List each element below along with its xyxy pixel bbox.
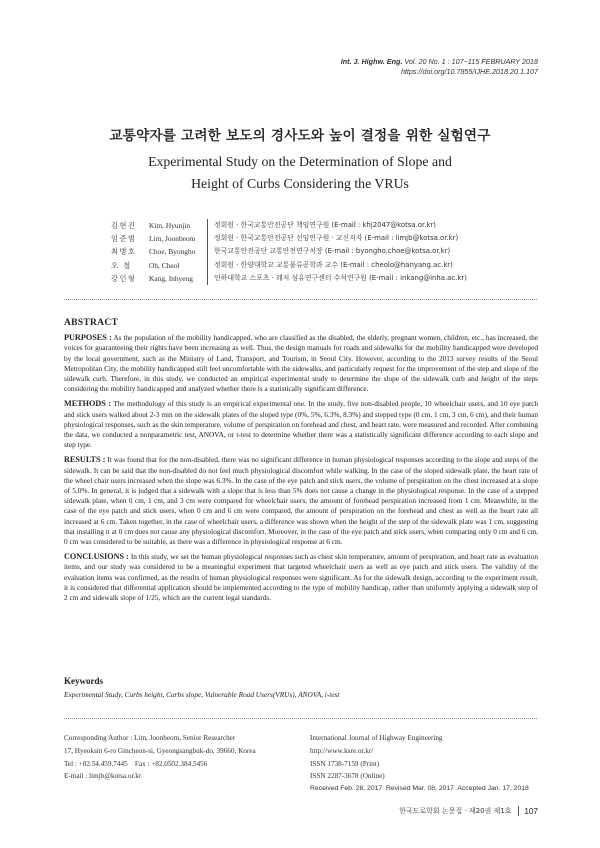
abstract-heading: ABSTRACT [64,318,119,328]
corr-email[interactable]: E-mail : limjb@kotsa.or.kr [64,772,142,781]
journal-url[interactable]: http://www.ksre.or.kr/ [310,746,374,755]
journal-doi[interactable]: https://doi.org/10.7855/IJHE.2018.20.1.107 [400,67,538,76]
author-affiliation: 인하대학교 스포츠 · 레저 섬유연구센터 수석연구원 (E-mail : inkang@inha.ac.kr) [207,272,467,285]
conclusions-label: CONCLUSIONS : [64,552,129,562]
author-name-en: Oh, Cheol [149,260,180,270]
section-divider [64,718,537,719]
results-label: RESULTS : [64,455,106,465]
keywords-text: Experimental Study, Curbs height, Curbs slope, Vulnerable Road Users(VRUs), ANOVA, t-test [64,690,340,699]
results-text: It was found that for the non-disabled, there was no significant difference in human physiological responses according to the slope and steps of the sidewalk. It can be said that the non-disabled do not feel much physiological discomfort while walking. In the case of the sloped sidewalk plate, the heart rate of the wheel chair users increased when the slope was 6.3%. In the case of the eye patch and stick users, the volume of perspiration on the chest increased at a slope of 5.0%. In general, it is judged that a sidewalk with a slope that is less than 5% does not cause a change in the physiological response. In the case of a stepped sidewalk plate, when 0 cm, 1 cm, and 3 cm were compared for wheelchair users, the amount of forehead perspiration increased from 1 cm. Meanwhile, in the case of the eye patch and stick users, when 0 cm and 6 cm were compared, the amount of perspiration on the forehead and chest as well as the heart rate all increased at 6 cm. Taken together, in the case of wheelchair users, a difference was shown when the height of the step of the sidewalk plate was 1 cm, suggesting that installing it at 0 cm does not cause any physiological discomfort. Moreover, in the case of the eye patch and stick users, when comparing only 0 cm and 6 cm, 0 cm was considered to be suitable, as there was a difference in physiological response at 6 cm. [64,455,539,547]
journal-header [341,57,538,77]
journal-name: International Journal of Highway Engineering [310,734,443,742]
abstract-results [64,455,538,547]
author-name-en: Kang, Inhyeng [149,273,193,283]
author-row [111,245,467,258]
author-affiliation: 정회원 · 한국교통안전공단 책임연구원 (E-mail : khj2047@kotsa.or.kr) [207,219,436,232]
author-name-ko: 김현진 [111,221,137,230]
journal-info [310,732,529,796]
author-affiliation: 한국교통안전공단 교통안전연구처장 (E-mail : byongho.choe@kotsa.or.kr) [207,245,450,258]
corr-line: Tel : +82.54.459.7445 Fax : +82.0502.384.5456 [64,759,208,768]
corr-line: 17, Hyeoksin 6-ro Gincheon-si, Gyeongsangbuk-do, 39660, Korea [64,746,256,755]
page-footer [399,806,538,816]
footer-separator [518,806,519,816]
methods-label: METHODS : [64,399,112,409]
paper-dates: Received Feb. 28, 2017 Revised Mar. 08, 2017 Accepted Jan. 17, 2018 [310,785,529,793]
abstract-conclusions [64,552,538,603]
corr-line: Corresponding Author : Lim, Joonbeom, Senior Researcher [64,734,236,742]
purposes-text: As the population of the mobility handicapped, who are classified as the disabled, the elderly, pregnant women, children, etc., has increased, the voices for guaranteeing their rights have been increasing as well. Thus, the design manuals for roads and sidewalks for the mobility handicapped were developed by the local government, such as the Ministry of Land, Transport, and Tourism, in Seoul City. However, according to the 2013 survey results of the Seoul Metropolitan City, the mobility handicapped still feel uncomfortable with the sidewalks, and particularly request for the improvement of the step and slope of the sidewalk curb. Therefore, in this study, we conducted an empirical experimental study to determine the slope of the sidewalk curb and height of the steps considering the mobility handicapped and analyzed whether there is a statistically significant difference. [64,333,538,394]
issn-print: ISSN 1738-7159 (Print) [310,759,380,768]
author-row [111,259,467,272]
section-divider [64,299,537,300]
issn-online: ISSN 2287-3678 (Online) [310,772,385,781]
corresponding-author [64,732,256,783]
abstract-section [64,318,538,608]
keywords-section [64,676,538,699]
author-name-ko: 임준범 [111,234,137,244]
footer-journal: 한국도로학회 논문집 · 제20권 제1호 [399,807,512,815]
abstract-methods [64,399,538,450]
author-name-ko: 최병호 [111,247,137,257]
author-name-en: Kim, Hyunjin [149,221,191,230]
title-english [0,151,600,195]
author-row [111,272,467,285]
author-affiliation: 정회원 · 한양대학교 교통물류공학과 교수 (E-mail : cheolo@hanyang.ac.kr) [207,259,453,272]
author-affiliation: 정회원 · 한국교통안전공단 선임연구원 · 교신저자 (E-mail : limjb@kotsa.or.kr) [207,232,458,245]
journal-abbrev: Int. J. Highw. Eng. [340,57,403,66]
journal-citation: Vol. 20 No. 1 : 107~115 FEBRUARY 2018 [404,57,538,66]
author-name-en: Choe, Byongho [149,247,196,257]
author-list [111,219,467,285]
author-row [111,219,467,232]
conclusions-text: In this study, we set the human physiological responses such as chest skin temperature, amount of perspiration, and heart rate as evaluation items, and our study was considered to be a meaningful experiment that targeted wheelchair users as well as eye patch and stick users. The validity of the evaluation items was confirmed, as the results of human physiological responses were significant. As for the sidewalk design, according to the experiment result, it is considered that differential application should be implemented according to the type of mobility handicap, rather than uniformly applying a sidewalk step of 2 cm and sidewalk slope of 1/25, which are the current legal standards. [64,552,538,603]
author-name-ko: 오 철 [111,260,132,270]
keywords-heading: Keywords [64,676,103,686]
page-number: 107 [524,806,538,816]
author-name-en: Lim, Joonbeom [149,234,196,244]
abstract-purposes [64,333,538,394]
title-english-line-2: Height of Curbs Considering the VRUs [191,176,409,191]
purposes-label: PURPOSES : [64,333,112,343]
methods-text: The methodology of this study is an empirical experimental one. In the study, five non-disabled people, 10 wheelchair users, and 10 eye patch and stick users walked about 2-3 min on the sidewalk plates of the sloped type (0%, 5%, 6.3%, 8.3%) and stepped type (0 cm, 1 cm, 3 cm, 6 cm), and their human physiological responses, such as the skin temperature, volume of perspiration on forehead and chest, and heart rate, were measured and recorded. After combining the data, we conducted a nonparametric test, ANOVA, or t-test to determine whether there was a statistically significant difference according to each slope and step type. [64,399,538,450]
author-name-ko: 강인형 [111,273,137,283]
author-row [111,232,467,245]
title-korean: 교통약자를 고려한 보도의 경사도와 높이 결정을 위한 실험연구 [109,128,491,144]
title-english-line-1: Experimental Study on the Determination of Slope and [148,154,452,169]
